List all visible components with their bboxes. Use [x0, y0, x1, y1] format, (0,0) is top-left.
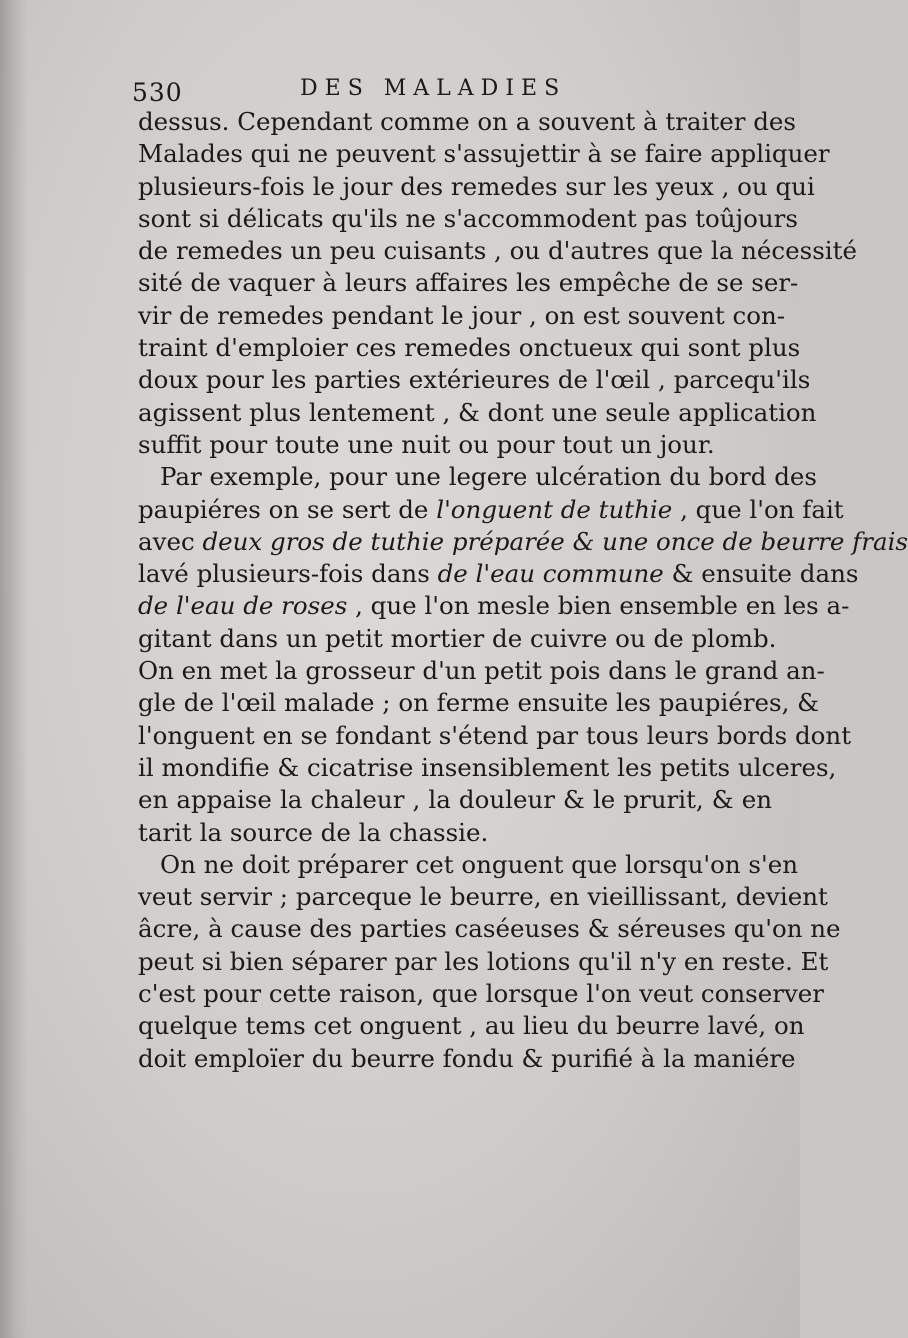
text-line: veut servir ; parceque le beurre, en vieillissant, devient: [138, 882, 828, 912]
text-segment: avec: [138, 526, 195, 556]
running-head: DES MALADIES: [300, 76, 567, 101]
text-line: sont si délicats qu'ils ne s'accommodent pas toûjours: [138, 203, 798, 233]
text-line: traint d'emploier ces remedes onctueux qui sont plus: [138, 333, 801, 363]
text-segment: , que l'on fait: [680, 494, 844, 524]
text-line: [138, 526, 908, 558]
text-line: sité de vaquer à leurs affaires les empêche de se ser-: [138, 268, 799, 298]
text-line: peut si bien séparer par les lotions qu'il n'y en reste. Et: [138, 946, 829, 976]
text-line: gitant dans un petit mortier de cuivre ou de plomb.: [138, 623, 777, 653]
text-line: dessus. Cependant comme on a souvent à traiter des: [138, 107, 796, 136]
text-line: plusieurs-fois le jour des remedes sur les yeux , ou qui: [138, 171, 815, 201]
text-line: gle de l'œil malade ; on ferme ensuite les paupiéres, &: [138, 688, 819, 718]
text-segment: lavé plusieurs-fois dans: [138, 559, 430, 589]
text-line: Malades qui ne peuvent s'assujettir à se faire appliquer: [138, 139, 830, 169]
text-line: [138, 558, 859, 590]
text-line: [138, 590, 850, 622]
italic-term: de l'eau de roses: [138, 591, 348, 621]
text-segment: paupiéres on se sert de: [138, 494, 429, 524]
text-line: quelque tems cet onguent , au lieu du beurre lavé, on: [138, 1011, 805, 1041]
body-text: [138, 106, 908, 1075]
text-line: tarit la source de la chassie.: [138, 817, 489, 847]
text-line: agissent plus lentement , & dont une seule application: [138, 397, 817, 427]
text-line: suffit pour toute une nuit ou pour tout un jour.: [138, 429, 715, 459]
paragraph-first-line: On ne doit préparer cet onguent que lorsqu'on s'en: [160, 849, 798, 879]
text-line: [138, 494, 844, 526]
text-line: vir de remedes pendant le jour , on est souvent con-: [138, 300, 786, 330]
text-segment: & ensuite dans: [671, 559, 859, 589]
paragraph-first-line: Par exemple, pour une legere ulcération du bord des: [160, 462, 817, 492]
page-gutter-shadow: [0, 0, 28, 1338]
text-line: il mondifie & cicatrise insensiblement les petits ulceres,: [138, 752, 837, 782]
text-line: âcre, à cause des parties caséeuses & séreuses qu'on ne: [138, 914, 841, 944]
text-line: doit emploïer du beurre fondu & purifié à la maniére: [138, 1043, 796, 1073]
text-line: l'onguent en se fondant s'étend par tous leurs bords dont: [138, 720, 852, 750]
italic-term: de l'eau commune: [437, 559, 664, 589]
italic-term: deux gros de tuthie préparée & une once de beurre frais: [202, 526, 908, 556]
text-line: en appaise la chaleur , la douleur & le prurit, & en: [138, 785, 772, 815]
italic-term: l'onguent de tuthie: [436, 494, 673, 524]
text-line: doux pour les parties extérieures de l'œil , parcequ'ils: [138, 365, 811, 395]
text-line: de remedes un peu cuisants , ou d'autres que la nécessité: [138, 236, 857, 266]
text-line: c'est pour cette raison, que lorsque l'on veut conserver: [138, 979, 824, 1009]
text-segment: , que l'on mesle bien ensemble en les a-: [355, 591, 850, 621]
page-number: 530: [132, 78, 183, 107]
text-line: On en met la grosseur d'un petit pois dans le grand an-: [138, 656, 825, 686]
